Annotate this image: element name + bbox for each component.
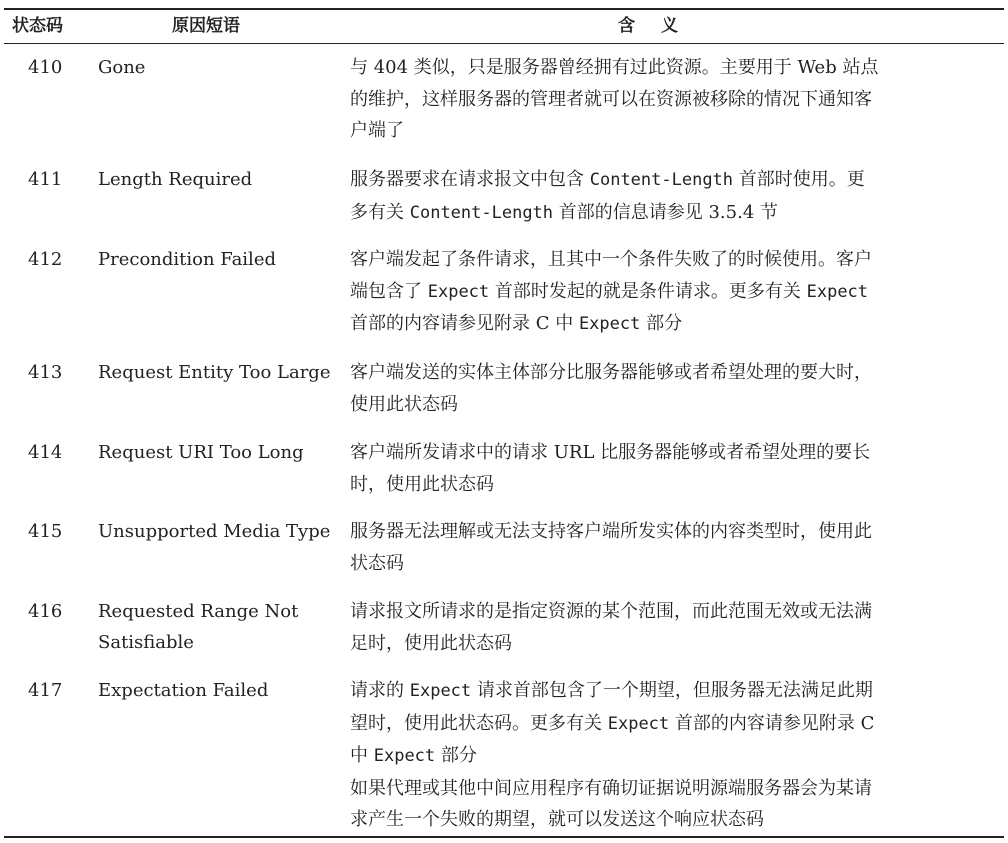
meaning-line bbox=[350, 708, 1000, 741]
reason-phrase-line: Request Entity Too Large bbox=[98, 362, 331, 383]
header-field-name: Content-Length bbox=[589, 170, 734, 190]
meaning-line: 客户端所发请求中的请求 URL 比服务器能够或者希望处理的要长 bbox=[350, 442, 871, 463]
meaning-line bbox=[350, 308, 1000, 341]
reason-phrase bbox=[98, 516, 338, 547]
meaning-line: 请求报文所请求的是指定资源的某个范围，而此范围无效或无法满 bbox=[350, 601, 872, 622]
reason-phrase-line: Precondition Failed bbox=[98, 249, 276, 270]
meaning-segment: 部分 bbox=[435, 745, 477, 766]
meaning-segment: 客户端发起了条件请求，且其中一个条件失败了的时候使用。客户 bbox=[350, 249, 872, 270]
reason-phrase bbox=[98, 357, 338, 388]
reason-phrase bbox=[98, 164, 338, 195]
meaning-text bbox=[350, 357, 1000, 420]
meaning-segment: 中 bbox=[350, 745, 374, 766]
status-code: 410 bbox=[28, 57, 63, 78]
meaning-text bbox=[350, 244, 1000, 341]
meaning-segment: 首部时发起的就是条件请求。更多有关 bbox=[489, 280, 807, 302]
header-field-name: Expect bbox=[409, 681, 472, 701]
meaning-text bbox=[350, 164, 1000, 229]
meaning-segment: 多有关 bbox=[350, 201, 410, 223]
status-code: 415 bbox=[28, 521, 63, 542]
reason-phrase-line: Satisfiable bbox=[98, 632, 194, 653]
header-field-name: Expect bbox=[607, 713, 670, 734]
meaning-line bbox=[350, 804, 1000, 836]
header-reason-phrase: 原因短语 bbox=[172, 16, 240, 36]
meaning-text bbox=[350, 675, 1000, 836]
meaning-line: 客户端发送的实体主体部分比服务器能够或者希望处理的要大时， bbox=[350, 362, 872, 383]
status-code: 411 bbox=[28, 169, 63, 190]
meaning-text bbox=[350, 52, 1000, 147]
reason-phrase bbox=[98, 437, 338, 468]
reason-phrase-line: Request URI Too Long bbox=[98, 442, 304, 463]
meaning-segment: 求产生一个失败的期望，就可以发送这个响应状态码 bbox=[350, 809, 764, 830]
meaning-line bbox=[350, 675, 1000, 708]
meaning-line: 使用此状态码 bbox=[350, 393, 458, 415]
meaning-segment: 服务器要求在请求报文中包含 bbox=[350, 169, 590, 190]
header-field-name: Expect bbox=[806, 281, 869, 302]
meaning-line: 状态码 bbox=[350, 552, 404, 574]
reason-phrase-line: Gone bbox=[98, 57, 146, 78]
meaning-segment: 首部的内容请参见附录 C bbox=[669, 712, 875, 734]
reason-phrase-line: Unsupported Media Type bbox=[98, 521, 331, 542]
status-code: 413 bbox=[28, 362, 63, 383]
meaning-line: 时，使用此状态码 bbox=[350, 473, 494, 495]
meaning-segment: 请求首部包含了一个期望，但服务器无法满足此期 bbox=[471, 680, 873, 701]
meaning-segment: 望时，使用此状态码。更多有关 bbox=[350, 712, 608, 734]
reason-phrase-line: Expectation Failed bbox=[98, 680, 269, 701]
meaning-text bbox=[350, 596, 1000, 659]
meaning-text bbox=[350, 516, 1000, 579]
meaning-segment: 如果代理或其他中间应用程序有确切证据说明源端服务器会为某请 bbox=[350, 777, 872, 799]
header-status-code: 状态码 bbox=[12, 16, 63, 36]
meaning-segment: 端包含了 bbox=[350, 280, 428, 302]
header-field-name: Expect bbox=[578, 314, 641, 334]
reason-phrase-line: Requested Range Not bbox=[98, 601, 299, 622]
table-bottom-rule bbox=[4, 836, 1004, 838]
meaning-segment: 首部的信息请参见 3.5.4 节 bbox=[553, 201, 778, 223]
meaning-line: 的维护，这样服务器的管理者就可以在资源被移除的情况下通知客 bbox=[350, 88, 872, 110]
reason-phrase-line: Length Required bbox=[98, 169, 253, 190]
header-meaning: 含义 bbox=[618, 16, 704, 36]
meaning-line bbox=[350, 773, 1000, 805]
meaning-line: 与 404 类似，只是服务器曾经拥有过此资源。主要用于 Web 站点 bbox=[350, 57, 879, 78]
meaning-segment: 首部的内容请参见附录 C 中 bbox=[350, 313, 579, 334]
status-code: 417 bbox=[28, 680, 63, 701]
meaning-line: 足时，使用此状态码 bbox=[350, 632, 512, 654]
reason-phrase bbox=[98, 675, 338, 706]
meaning-line bbox=[350, 740, 1000, 773]
meaning-line bbox=[350, 197, 1000, 230]
meaning-text bbox=[350, 437, 1000, 500]
reason-phrase bbox=[98, 596, 338, 658]
status-code: 412 bbox=[28, 249, 63, 270]
meaning-line bbox=[350, 276, 1000, 309]
table-header-rule bbox=[4, 43, 1004, 44]
reason-phrase bbox=[98, 244, 338, 275]
meaning-segment: 部分 bbox=[640, 313, 683, 334]
meaning-line: 户端了 bbox=[350, 120, 404, 141]
meaning-line bbox=[350, 164, 1000, 197]
meaning-segment: 请求的 bbox=[350, 680, 410, 701]
meaning-line bbox=[350, 244, 1000, 276]
header-field-name: Expect bbox=[427, 281, 490, 302]
header-field-name: Content-Length bbox=[409, 202, 554, 223]
meaning-segment: 首部时使用。更 bbox=[733, 169, 865, 190]
status-code: 414 bbox=[28, 442, 63, 463]
header-field-name: Expect bbox=[373, 746, 436, 766]
table-top-rule bbox=[4, 8, 1004, 10]
reason-phrase bbox=[98, 52, 338, 83]
meaning-line: 服务器无法理解或无法支持客户端所发实体的内容类型时，使用此 bbox=[350, 521, 872, 542]
status-code: 416 bbox=[28, 601, 63, 622]
